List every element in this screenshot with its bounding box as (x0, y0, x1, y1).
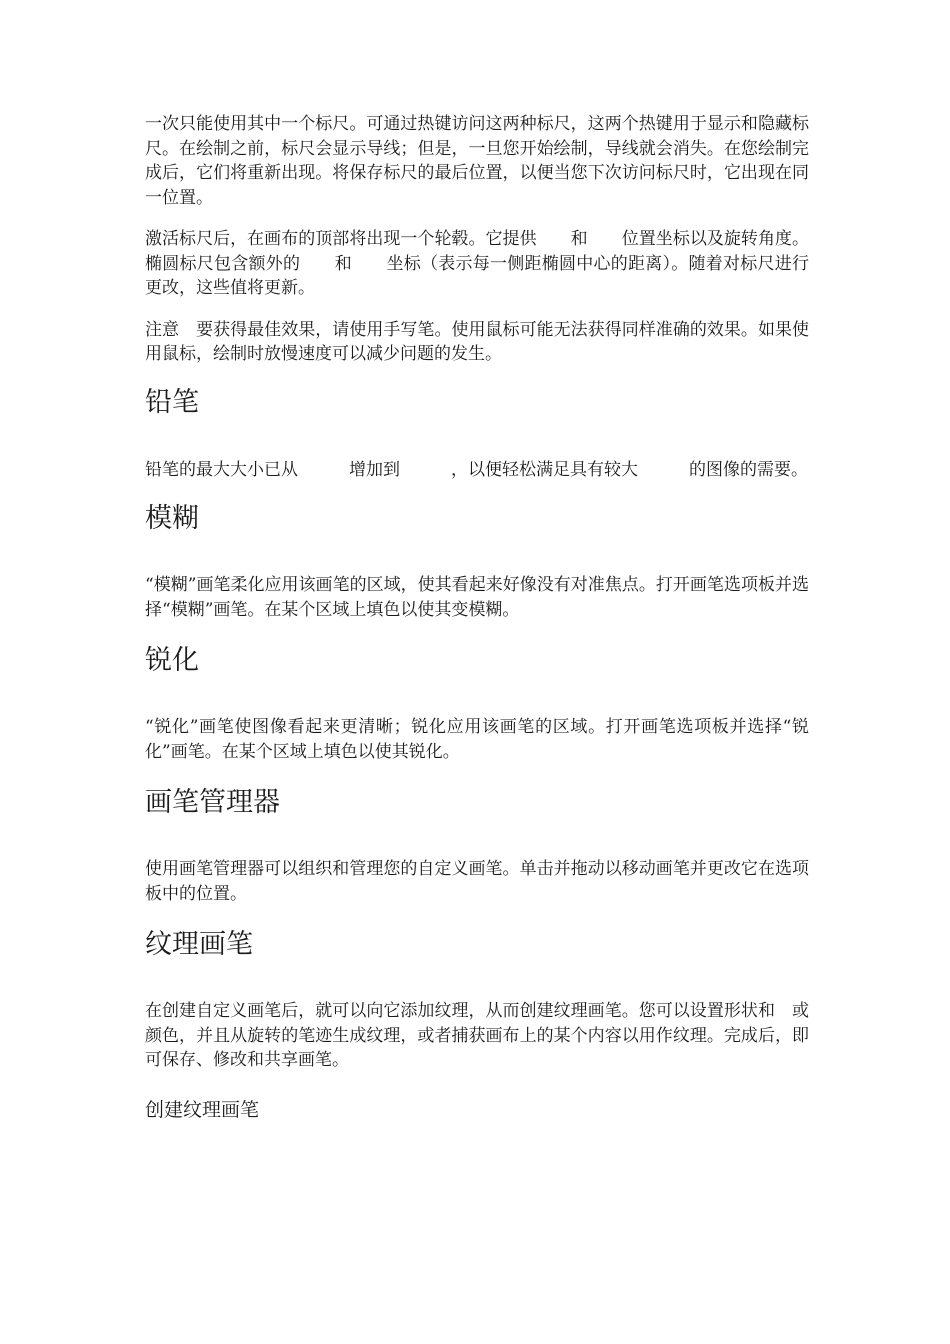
brush-manager-body: 使用画笔管理器可以组织和管理您的自定义画笔。单击并拖动以移动画笔并更改它在选项板中的位置。 (145, 859, 809, 904)
texture-brush-body: 在创建自定义画笔后，就可以向它添加纹理，从而创建纹理画笔。您可以设置形状和 或颜色，并且从旋转的笔迹生成纹理，或者捕获画布上的某个内容以用作纹理。完成后，即可保存、修改和共享画笔。 (145, 1001, 809, 1070)
heading-pencil: 铅笔 (145, 386, 199, 418)
note-paragraph: 注意 要获得最佳效果，请使用手写笔。使用鼠标可能无法获得同样准确的效果。如果使用鼠标，绘制时放慢速度可以减少问题的发生。 (145, 319, 809, 364)
intro-paragraph-rulers: 一次只能使用其中一个标尺。可通过热键访问这两种标尺，这两个热键用于显示和隐藏标尺。在绘制之前，标尺会显示导线；但是，一旦您开始绘制，导线就会消失。在您绘制完成后，它们将重新出现。将保存标尺的最后位置，以便当您下次访问标尺时，它出现在同一位置。 (145, 114, 809, 208)
intro-paragraph-hub: 激活标尺后，在画布的顶部将出现一个轮毂。它提供 和 位置坐标以及旋转角度。椭圆标尺包含额外的 和 坐标（表示每一侧距椭圆中心的距离）。随着对标尺进行更改，这些值将更新。 (145, 229, 809, 298)
pencil-body: 铅笔的最大大小已从 增加到 ，以便轻松满足具有较大 的图像的需要。 (145, 459, 808, 480)
heading-sharpen: 锐化 (145, 645, 199, 676)
heading-brush-manager: 画笔管理器 (145, 787, 280, 818)
blur-body: “模糊”画笔柔化应用该画笔的区域，使其看起来好像没有对准焦点。打开画笔选项板并选择“模糊”画笔。在某个区域上填色以使其变模糊。 (145, 575, 809, 620)
subheading-create-texture-brush: 创建纹理画笔 (145, 1098, 260, 1121)
sharpen-body: “锐化”画笔使图像看起来更清晰；锐化应用该画笔的区域。打开画笔选项板并选择“锐化”画笔。在某个区域上填色以使其锐化。 (145, 717, 809, 762)
heading-texture-brush: 纹理画笔 (145, 929, 253, 960)
document-page (145, 112, 809, 1123)
heading-blur: 模糊 (145, 503, 199, 534)
